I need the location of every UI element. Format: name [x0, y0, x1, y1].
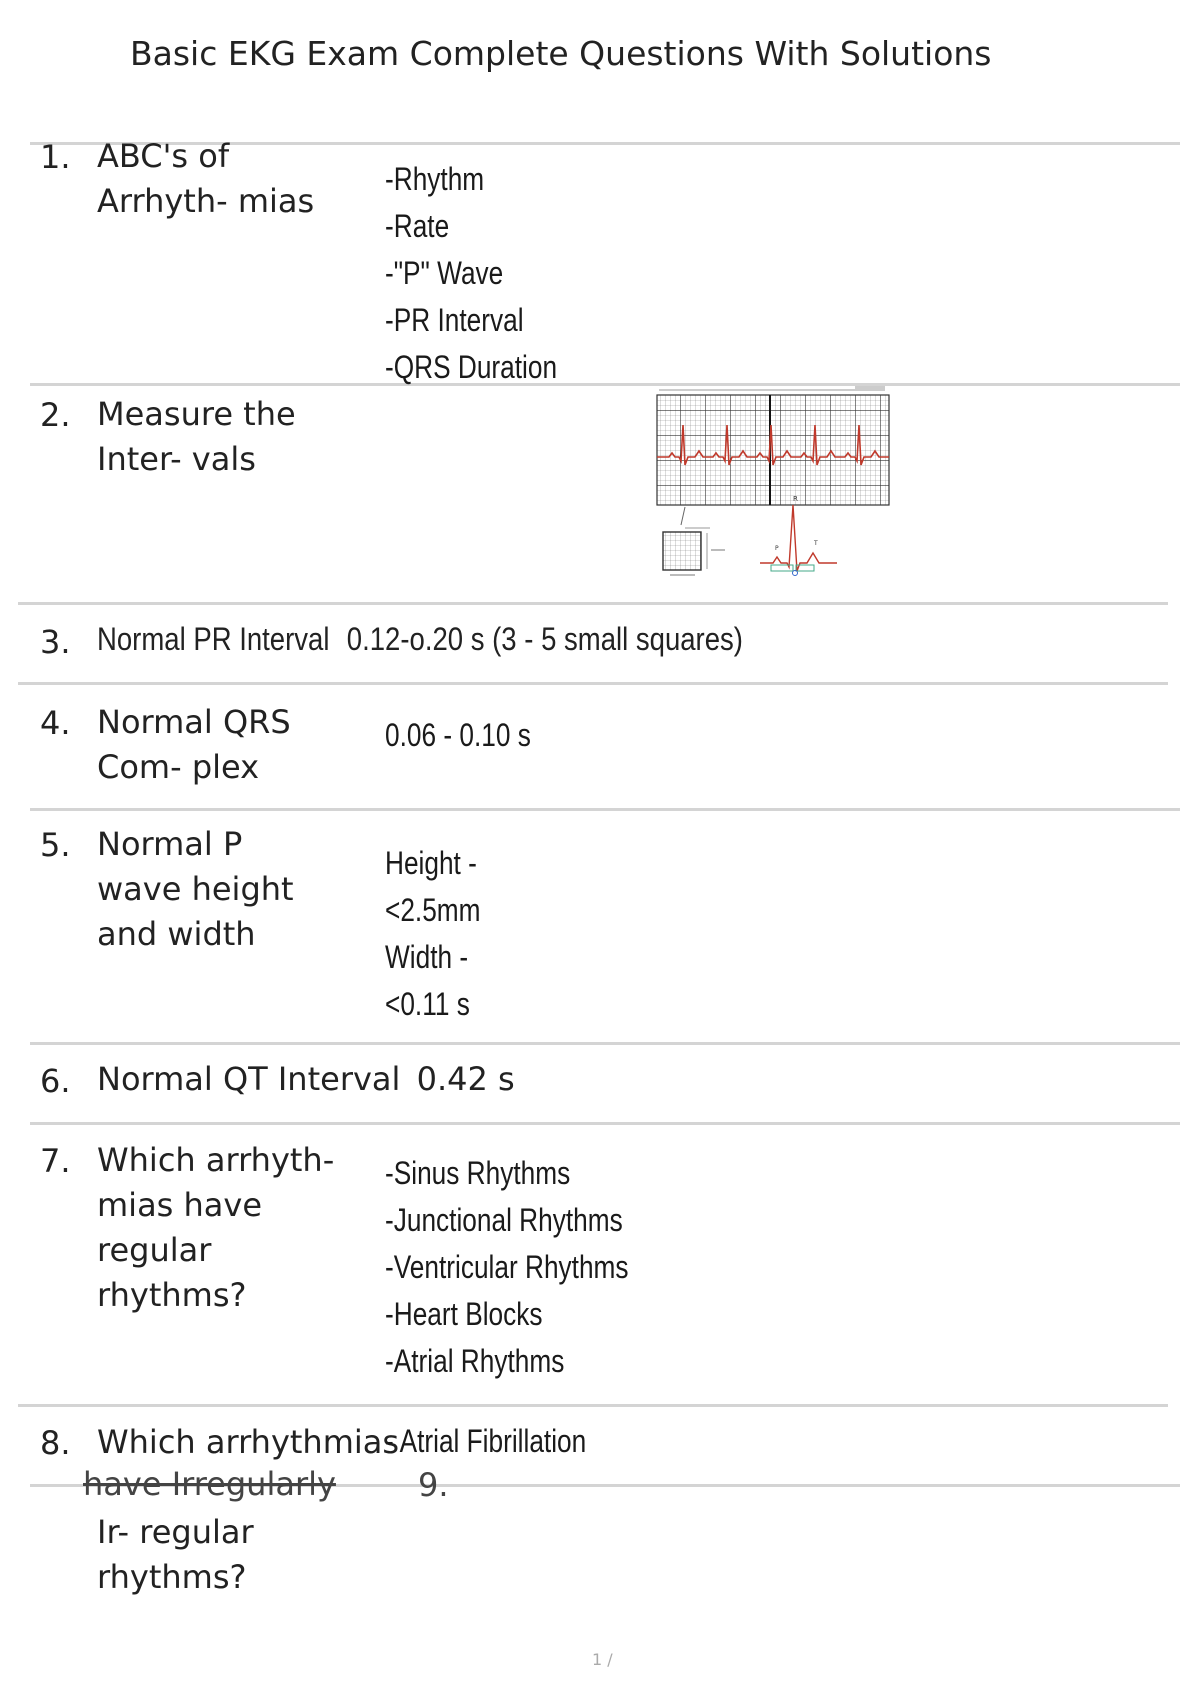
answer-text: 0.06 - 0.10 s — [385, 717, 531, 753]
divider — [30, 1042, 1180, 1045]
divider — [30, 808, 1180, 811]
page-number: 1 / — [592, 1650, 613, 1669]
question-number: 1. — [40, 138, 71, 176]
question-text: Normal QRS Com- plex — [97, 703, 291, 786]
svg-text:R: R — [793, 495, 798, 503]
divider — [18, 1404, 1168, 1407]
question-number: 8. — [40, 1424, 71, 1462]
svg-text:T: T — [814, 540, 818, 547]
question-answer-row — [97, 620, 743, 658]
question-text: Measure the Inter- vals — [97, 395, 296, 478]
divider — [18, 682, 1168, 685]
answer-text: -Rhythm -Rate -"P" Wave -PR Interval -QRS Duration — [385, 161, 558, 385]
ekg-strip-diagram — [655, 385, 891, 585]
answer-text: -Sinus Rhythms -Junctional Rhythms -Ventricular Rhythms -Heart Blocks -Atrial Rhythms — [385, 1155, 629, 1379]
divider — [30, 383, 1180, 386]
question-text: Normal PR Interval — [97, 621, 330, 657]
question-number: 5. — [40, 826, 71, 864]
question-text-continued: Ir- regular rhythms? — [97, 1513, 254, 1596]
answer-text: Height - <2.5mm Width - <0.11 s — [385, 845, 481, 1022]
divider — [18, 602, 1168, 605]
question-number: 6. — [40, 1062, 71, 1100]
question-number: 3. — [40, 623, 71, 661]
answer-text: 0.12-o.20 s (3 - 5 small squares) — [346, 621, 743, 657]
question-text: Which arrhythmias — [97, 1423, 400, 1461]
question-number: 4. — [40, 704, 71, 742]
question-number: 2. — [40, 396, 71, 434]
answer-text: 0.42 s — [416, 1060, 515, 1098]
question-text: Which arrhyth- mias have regular rhythms? — [97, 1141, 335, 1314]
question-text: ABC's of Arrhyth- mias — [97, 137, 315, 220]
question-text: Normal QT Interval — [97, 1060, 401, 1098]
divider — [30, 1122, 1180, 1125]
document-title: Basic EKG Exam Complete Questions With Solutions — [130, 34, 992, 73]
next-question-number: 9. — [418, 1466, 449, 1504]
question-number: 7. — [40, 1142, 71, 1180]
question-answer-row — [97, 1060, 515, 1098]
question-text: Normal P wave height and width — [97, 825, 294, 953]
small-squares-detail — [663, 532, 701, 570]
svg-text:P: P — [775, 545, 779, 552]
pqrst-complex — [760, 505, 837, 571]
answer-text: - Atrial Fibrillation — [385, 1423, 587, 1459]
question-text-overlap: have Irregularly — [83, 1465, 336, 1503]
